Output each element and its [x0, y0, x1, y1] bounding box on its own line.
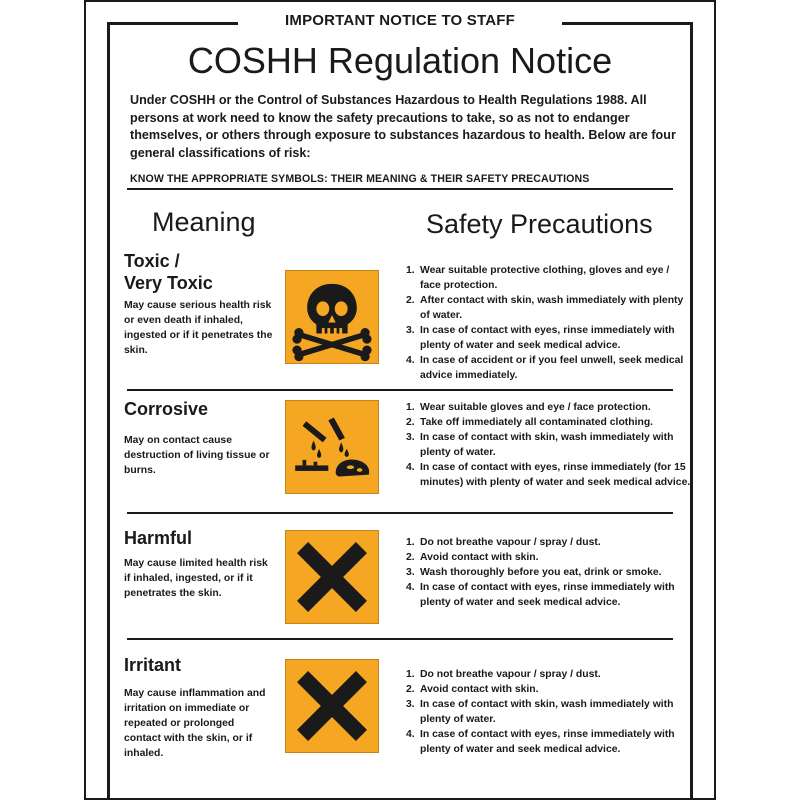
precaution-text: In case of contact with eyes, rinse immediately with plenty of water and seek medical advice. [420, 325, 675, 351]
list-item [406, 682, 692, 697]
hazard-desc-corrosive: May on contact cause destruction of living tissue or burns. [124, 435, 270, 476]
precaution-text: After contact with skin, wash immediately with plenty of water. [420, 295, 684, 321]
precaution-text: Wear suitable gloves and eye / face protection. [420, 402, 651, 413]
precaution-text: In case of contact with eyes, rinse immediately with plenty of water and seek medical advice. [420, 582, 675, 608]
list-item [406, 667, 692, 682]
divider [127, 188, 673, 190]
cross-icon [285, 530, 379, 624]
list-item [406, 415, 692, 430]
hazard-name-harmful: Harmful [124, 528, 193, 548]
list-item [406, 460, 692, 490]
list-number: 2. [406, 552, 415, 563]
divider [127, 638, 673, 640]
precaution-text: Take off immediately all contaminated clothing. [420, 417, 654, 428]
precaution-text: Avoid contact with skin. [420, 552, 539, 563]
page-title: COSHH Regulation Notice [187, 40, 613, 81]
list-number: 1. [406, 402, 415, 413]
list-item [406, 263, 692, 293]
hazard-name-toxic [124, 250, 213, 294]
list-item [406, 400, 692, 415]
list-number: 3. [406, 432, 415, 443]
precaution-text: In case of contact with eyes, rinse immediately with plenty of water and seek medical advice. [420, 729, 675, 755]
skull-crossbones-icon [285, 270, 379, 364]
precaution-text: Wear suitable protective clothing, gloves and eye / face protection. [420, 265, 670, 291]
list-item [406, 293, 692, 323]
precaution-text: In case of contact with skin, wash immediately with plenty of water. [420, 699, 674, 725]
list-item [406, 727, 692, 757]
precaution-text: In case of contact with eyes, rinse immediately (for 15 minutes) with plenty of water and seek medical advice. [420, 462, 691, 488]
meaning-column-heading: Meaning [152, 207, 256, 237]
list-number: 2. [406, 684, 415, 695]
hazard-desc-irritant: May cause inflammation and irritation on immediate or repeated or prolonged contact with the skin, or if inhaled. [124, 688, 266, 759]
cross-icon [285, 659, 379, 753]
list-number: 3. [406, 699, 415, 710]
list-number: 1. [406, 265, 415, 276]
corrosive-icon [285, 400, 379, 494]
hazard-name-irritant: Irritant [124, 655, 182, 675]
hazard-desc-toxic: May cause serious health risk or even death if inhaled, ingested or if it penetrates the skin. [124, 300, 273, 356]
list-item [406, 580, 692, 610]
list-item [406, 565, 692, 580]
precautions-list-toxic [406, 263, 692, 383]
precaution-text: Wash thoroughly before you eat, drink or smoke. [420, 567, 662, 578]
list-number: 4. [406, 355, 415, 366]
precaution-text: Do not breathe vapour / spray / dust. [420, 537, 601, 548]
intro-paragraph: Under COSHH or the Control of Substances Hazardous to Health Regulations 1988. All persons at work need to know the safety precautions to take, so as not to endanger themselves, or others through exposure to substances hazardous to health. Below are four general classifications of risk: [130, 93, 676, 160]
hazard-desc-harmful: May cause limited health risk if inhaled, ingested, or if it penetrates the skin. [124, 558, 268, 599]
precaution-text: In case of contact with skin, wash immediately with plenty of water. [420, 432, 674, 458]
hazard-name-line: Very Toxic [124, 273, 213, 293]
list-item [406, 353, 692, 383]
precautions-list-harmful [406, 535, 692, 610]
list-item [406, 323, 692, 353]
list-number: 2. [406, 295, 415, 306]
notice-heading: IMPORTANT NOTICE TO STAFF [238, 10, 562, 32]
list-item [406, 535, 692, 550]
list-item [406, 697, 692, 727]
list-item [406, 430, 692, 460]
list-number: 3. [406, 567, 415, 578]
list-number: 1. [406, 669, 415, 680]
list-item [406, 550, 692, 565]
hazard-name-corrosive: Corrosive [124, 399, 209, 419]
precaution-text: Do not breathe vapour / spray / dust. [420, 669, 601, 680]
hazard-name-line: Toxic / [124, 251, 180, 271]
list-number: 1. [406, 537, 415, 548]
divider [127, 389, 673, 391]
list-number: 4. [406, 582, 415, 593]
precaution-text: In case of accident or if you feel unwell, seek medical advice immediately. [420, 355, 684, 381]
symbols-subheading: KNOW THE APPROPRIATE SYMBOLS: THEIR MEANING & THEIR SAFETY PRECAUTIONS [130, 173, 590, 185]
precaution-text: Avoid contact with skin. [420, 684, 539, 695]
list-number: 3. [406, 325, 415, 336]
precautions-list-corrosive [406, 400, 692, 490]
list-number: 4. [406, 462, 415, 473]
list-number: 4. [406, 729, 415, 740]
precautions-list-irritant [406, 667, 692, 757]
safety-column-heading: Safety Precautions [426, 209, 653, 239]
divider [127, 512, 673, 514]
list-number: 2. [406, 417, 415, 428]
